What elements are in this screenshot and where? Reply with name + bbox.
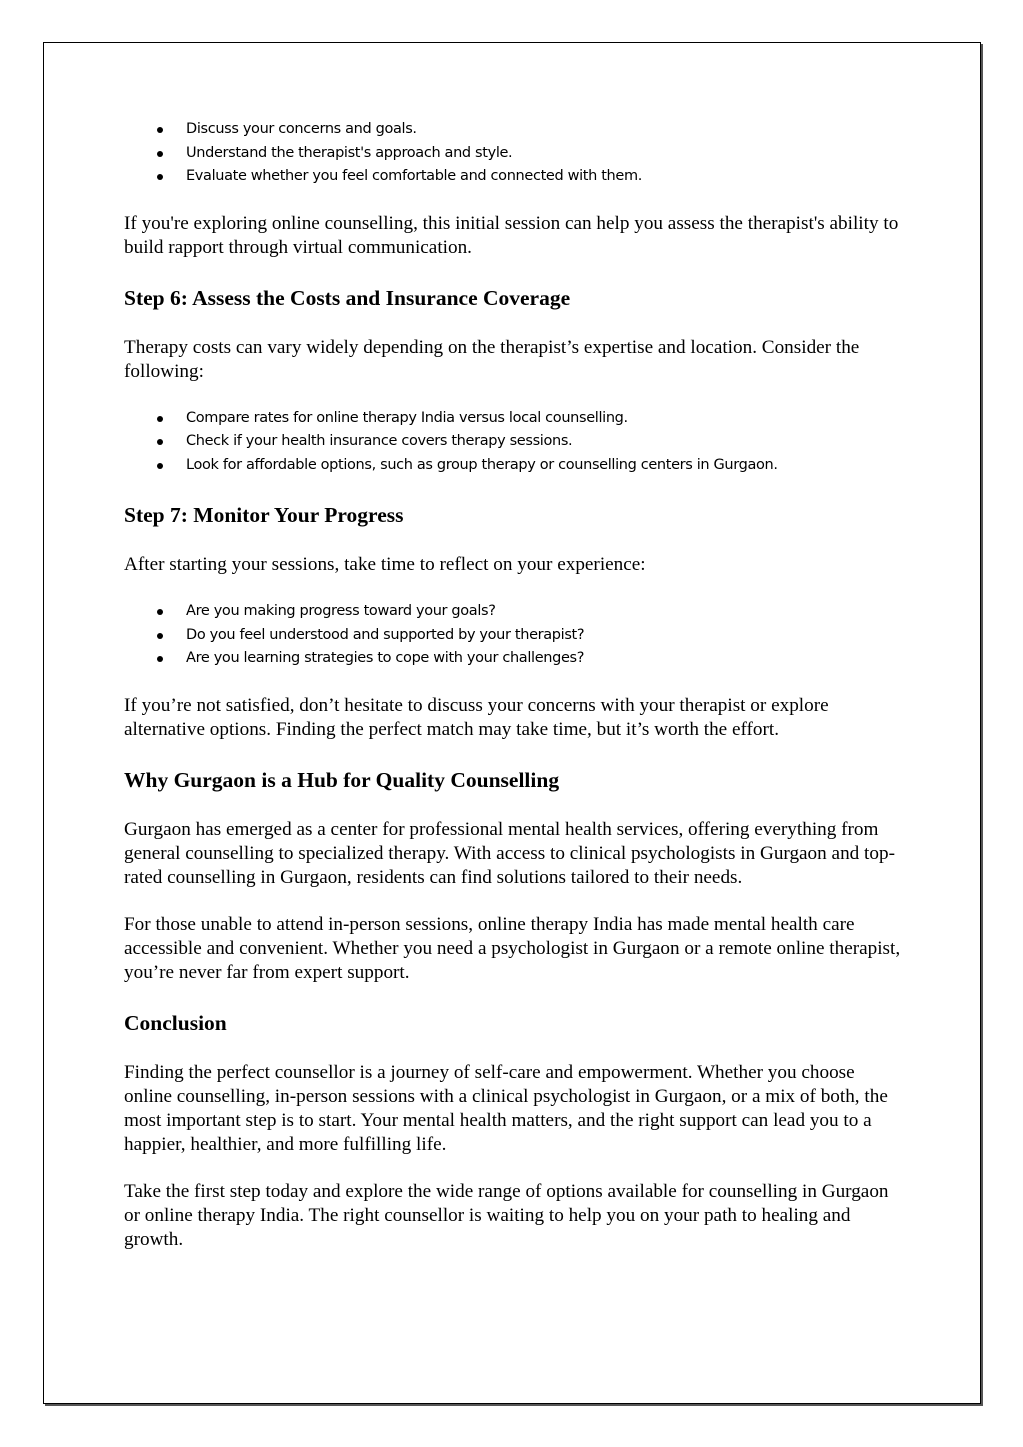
paragraph-gurgaon-1: Gurgaon has emerged as a center for professional mental health services, offering everything from general counselling to specialized therapy. With access to clinical psychologists in Gurgaon and top-rated counselling in Gurgaon, residents can find solutions tailored to their needs. [124, 818, 895, 888]
list-item: Discuss your concerns and goals. [124, 118, 904, 142]
list-item: Are you learning strategies to cope with your challenges? [124, 647, 904, 671]
heading-step-7: Step 7: Monitor Your Progress [124, 503, 404, 527]
bullet-icon [157, 174, 163, 180]
bullet-list-session [124, 118, 904, 189]
paragraph-conclusion-2: Take the first step today and explore the wide range of options available for counselling in Gurgaon or online therapy India. The right counsellor is waiting to help you on your path to healing and growth. [124, 1180, 889, 1250]
bullet-icon [157, 416, 163, 422]
bullet-icon [157, 656, 163, 662]
bullet-icon [157, 609, 163, 615]
list-item: Evaluate whether you feel comfortable and connected with them. [124, 165, 904, 189]
bullet-icon [157, 463, 163, 469]
bullet-list-costs [124, 407, 904, 478]
paragraph-step-6: Therapy costs can vary widely depending on the therapist’s expertise and location. Consider the following: [124, 336, 860, 382]
heading-step-6: Step 6: Assess the Costs and Insurance Coverage [124, 285, 571, 310]
list-item: Check if your health insurance covers therapy sessions. [124, 430, 904, 454]
list-item: Look for affordable options, such as group therapy or counselling centers in Gurgaon. [124, 454, 904, 478]
bullet-list-progress [124, 600, 904, 671]
paragraph-online-session: If you're exploring online counselling, this initial session can help you assess the therapist's ability to build rapport through virtual communication. [124, 212, 899, 258]
list-item: Do you feel understood and supported by your therapist? [124, 624, 904, 648]
heading-conclusion: Conclusion [124, 1010, 227, 1035]
paragraph-gurgaon-2: For those unable to attend in-person sessions, online therapy India has made mental health care accessible and convenient. Whether you need a psychologist in Gurgaon or a remote online therapist, you’re never far from expert support. [124, 913, 901, 983]
bullet-icon [157, 127, 163, 133]
bullet-icon [157, 151, 163, 157]
heading-gurgaon-hub: Why Gurgaon is a Hub for Quality Counselling [124, 767, 560, 792]
paragraph-step-7: After starting your sessions, take time to reflect on your experience: [124, 554, 646, 575]
paragraph-conclusion-1: Finding the perfect counsellor is a journey of self-care and empowerment. Whether you choose online counselling, in-person sessions with a clinical psychologist in Gurgaon, or a mix of both, the most important step is to start. Your mental health matters, and the right support can lead you to a happier, healthier, and more fulfilling life. [124, 1061, 888, 1155]
document-body [124, 118, 904, 1252]
bullet-icon [157, 633, 163, 639]
list-item: Compare rates for online therapy India versus local counselling. [124, 407, 904, 431]
list-item: Understand the therapist's approach and style. [124, 142, 904, 166]
bullet-icon [157, 439, 163, 445]
paragraph-not-satisfied: If you’re not satisfied, don’t hesitate to discuss your concerns with your therapist or explore alternative options. Finding the perfect match may take time, but it’s worth the effort. [124, 694, 829, 740]
list-item: Are you making progress toward your goals? [124, 600, 904, 624]
